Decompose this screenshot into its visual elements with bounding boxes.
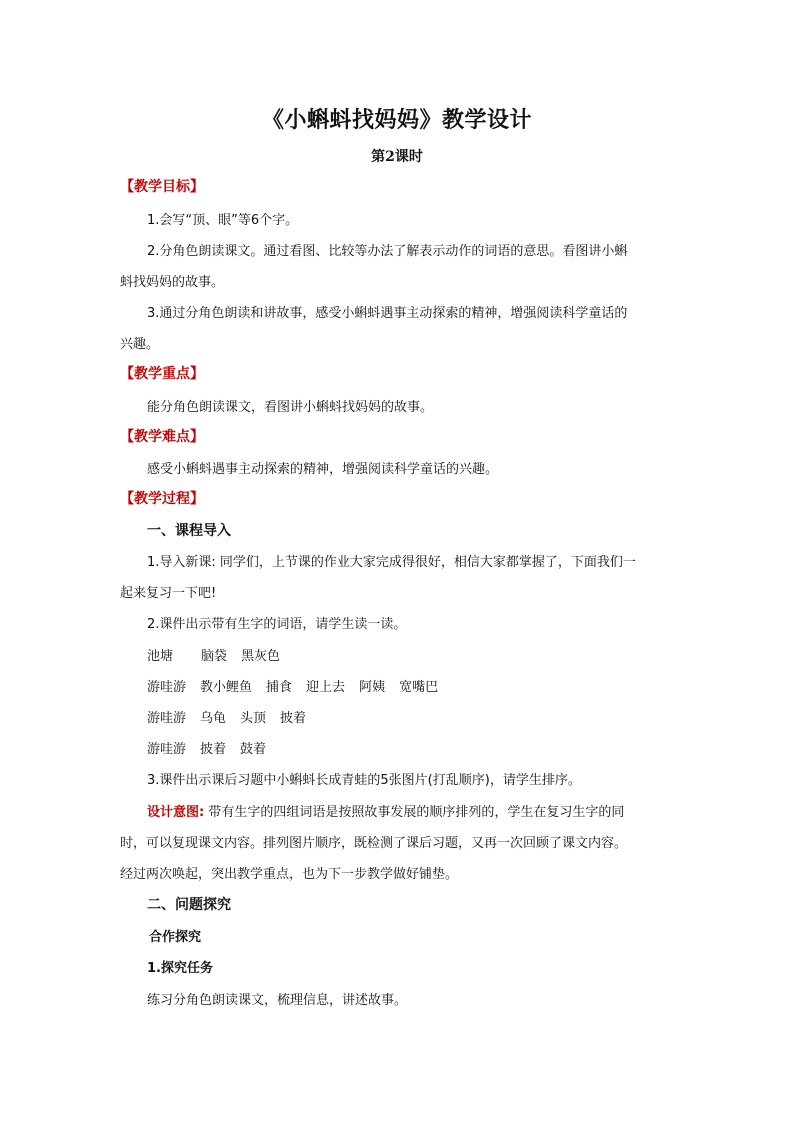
objective-line: 3.通过分角色朗读和讲故事，感受小蝌蚪遇事主动探索的精神，增强阅读科学童话的 xyxy=(147,306,628,321)
design-intent-line: 经过两次唤起，突出教学重点，也为下一步教学做好铺垫。 xyxy=(120,867,459,882)
word-item: 池塘 xyxy=(147,649,174,664)
word-item: 教小鲤鱼 xyxy=(200,680,253,695)
word-item: 乌龟 xyxy=(200,711,227,726)
word-item: 宽嘴巴 xyxy=(399,680,439,695)
objective-line: 1.会写“顶、眼”等6个字。 xyxy=(147,213,299,228)
word-item: 迎上去 xyxy=(306,680,346,695)
process-line: 起来复习一下吧! xyxy=(120,586,217,601)
document-title: 《小蝌蚪找妈妈》教学设计 xyxy=(261,107,532,133)
word-item: 披着 xyxy=(280,711,307,726)
section-heading-key-points: 【教学重点】 xyxy=(120,366,204,382)
word-group-row xyxy=(147,738,266,757)
word-item: 鼓着 xyxy=(240,742,267,757)
section-heading-difficulties: 【教学难点】 xyxy=(120,429,204,445)
part-title-exploration: 二、问题探究 xyxy=(147,897,231,913)
word-group-row xyxy=(147,645,280,664)
section-heading-objectives: 【教学目标】 xyxy=(120,179,204,195)
word-item: 头顶 xyxy=(240,711,267,726)
task-title: 1.探究任务 xyxy=(147,961,213,976)
difficulties-text: 感受小蝌蚪遇事主动探索的精神，增强阅读科学童话的兴趣。 xyxy=(147,462,499,477)
process-line: 2.课件出示带有生字的词语，请学生读一读。 xyxy=(147,617,407,632)
word-item: 披着 xyxy=(200,742,227,757)
part-title-intro: 一、课程导入 xyxy=(147,523,231,539)
word-item: 游哇游 xyxy=(147,680,187,695)
key-points-text: 能分角色朗读课文，看图讲小蝌蚪找妈妈的故事。 xyxy=(147,400,434,415)
word-item: 游哇游 xyxy=(147,742,187,757)
word-item: 阿姨 xyxy=(359,680,386,695)
word-item: 捕食 xyxy=(266,680,293,695)
word-group-row xyxy=(147,707,306,726)
design-intent-text: 带有生字的四组词语是按照故事发展的顺序排列的，学生在复习生字的同 xyxy=(204,805,625,820)
task-text: 练习分角色朗读课文，梳理信息，讲述故事。 xyxy=(147,993,408,1008)
objective-line: 蚪找妈妈的故事。 xyxy=(120,275,225,290)
word-group-row xyxy=(147,676,438,695)
design-intent-line xyxy=(147,801,624,820)
objective-line: 2.分角色朗读课文。通过看图、比较等办法了解表示动作的词语的意思。看图讲小蝌 xyxy=(147,244,628,259)
lesson-number: 第2课时 xyxy=(371,149,423,165)
process-line: 1.导入新课: 同学们，上节课的作业大家完成得很好，相信大家都掌握了，下面我们一 xyxy=(147,555,636,570)
design-intent-line: 时，可以复现课文内容。排列图片顺序，既检测了课后习题，又再一次回顾了课文内容。 xyxy=(120,836,628,851)
process-line: 3.课件出示课后习题中小蝌蚪长成青蛙的5张图片(打乱顺序)，请学生排序。 xyxy=(147,773,581,788)
word-item: 脑袋 xyxy=(201,649,228,664)
cooperative-exploration-title: 合作探究 xyxy=(149,930,202,945)
word-item: 黑灰色 xyxy=(241,649,281,664)
word-item: 游哇游 xyxy=(147,711,187,726)
section-heading-process: 【教学过程】 xyxy=(120,491,204,507)
design-intent-label: 设计意图: xyxy=(147,805,205,820)
objective-line: 兴趣。 xyxy=(120,337,160,352)
